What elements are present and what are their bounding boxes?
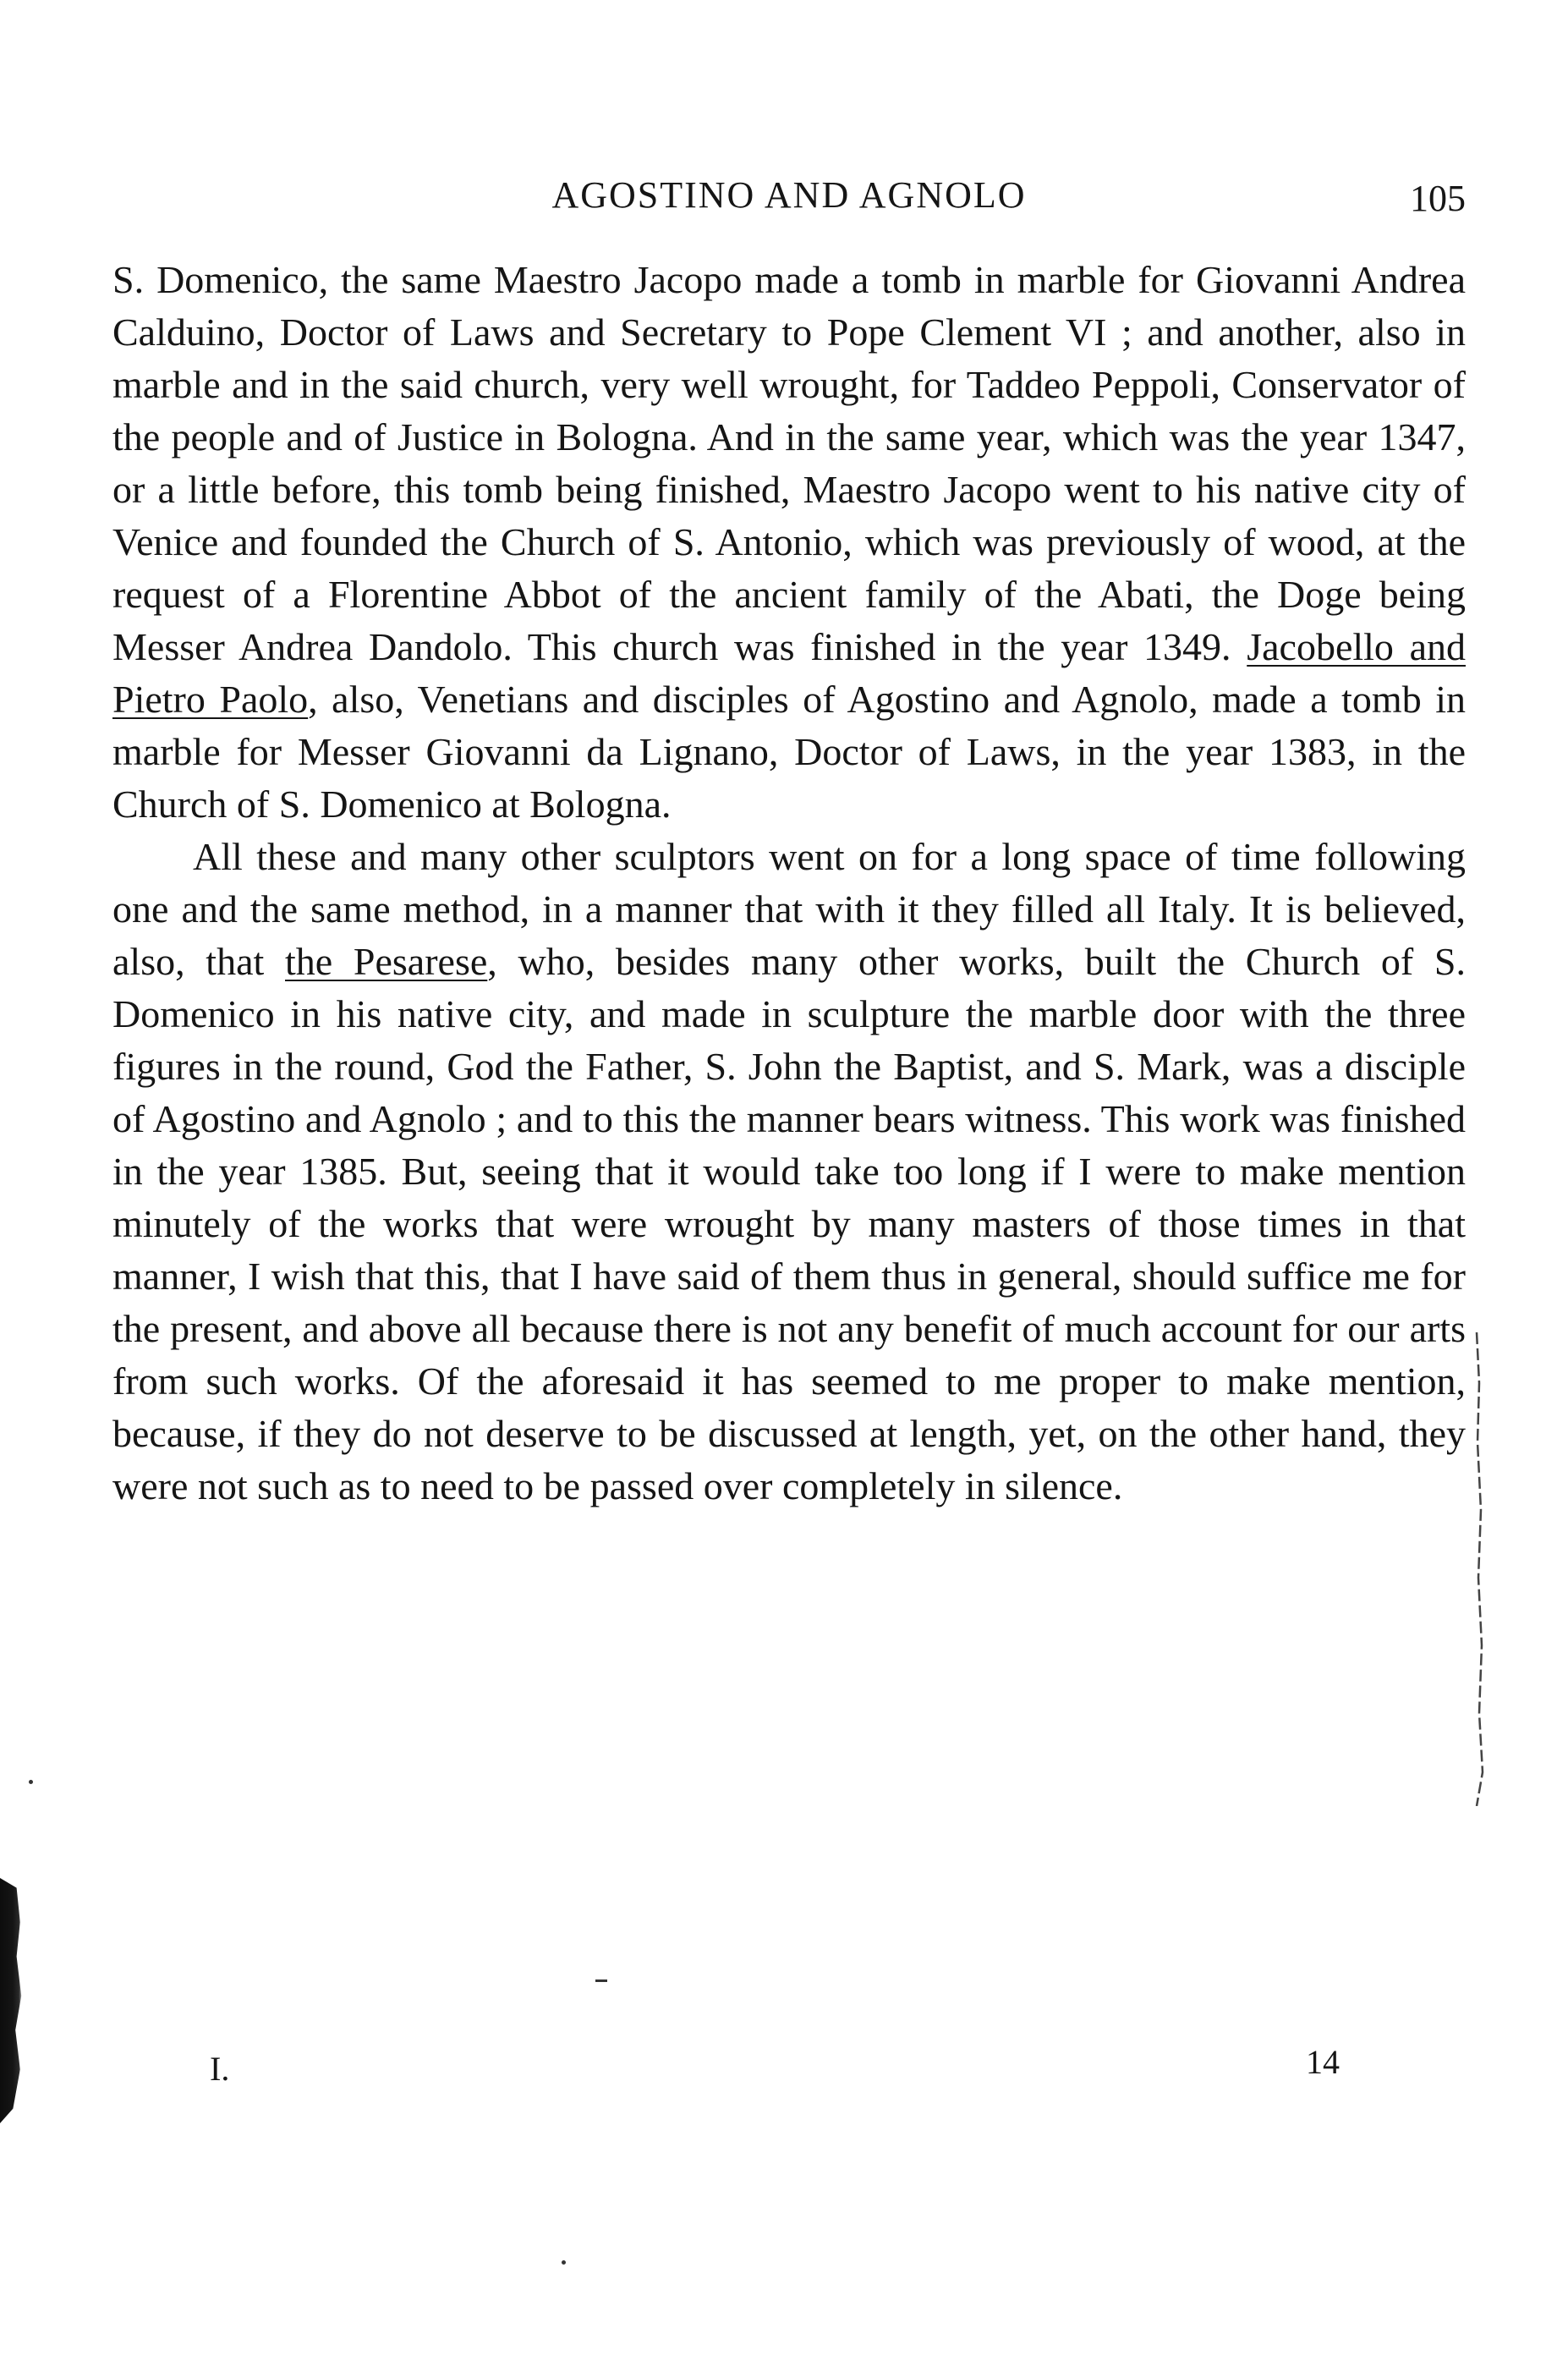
underlined-name-pesarese: the Pesarese — [285, 940, 488, 983]
text-segment: , who, besides many other works, built the Church of S. Domenico in his native city, and made in sculpture the marble door with the three figures in the round, God the Father, S. John the Baptist, and S. Mark, was a disciple of Agostino and Agnolo ; and to this the manner bears witness. This work was finished in the year 1385. But, seeing that it would take too long if I were to make mention minutely of the works that were wrought by many masters of those times in that manner, I wish that this, that I have said of them thus in general, should suffice me for the present, and above all because there is not any benefit of much account for our arts from such works. Of the aforesaid it has seemed to me proper to make mention, because, if they do not deserve to be discussed at length, yet, on the other hand, they were not such as to need to be passed over completely in silence. — [112, 940, 1466, 1507]
paragraph-1 — [112, 254, 1466, 831]
bottom-speck — [562, 2260, 566, 2265]
stray-mark — [595, 1979, 607, 1982]
running-title: AGOSTINO AND AGNOLO — [551, 174, 1027, 216]
margin-pencil-mark — [1473, 1332, 1485, 1806]
text-segment: S. Domenico, the same Maestro Jacopo made a tomb in marble for Giovanni Andrea Calduino, Doctor of Laws and Secretary to Pope Clement VI ; and another, also in marble and in the said church, very well wrought, for Taddeo Peppoli, Conservator of the people and of Justice in Bologna. And in the same year, which was the year 1347, or a little before, this tomb being finished, Maestro Jacopo went to his native city of Venice and founded the Church of S. Antonio, which was previously of wood, at the request of a Florentine Abbot of the ancient family of the Abati, the Doge being Messer Andrea Dandolo. This church was finished in the year 1349. — [112, 258, 1466, 668]
underlined-name-jacobello-pietro-paolo: Jacobello and Pietro Paolo — [112, 625, 1466, 721]
binding-edge-shadow — [0, 1878, 24, 2123]
page-number: 105 — [1410, 178, 1466, 219]
paragraph-2 — [112, 831, 1466, 1513]
margin-speck — [29, 1780, 33, 1784]
running-head — [112, 173, 1466, 224]
text-segment: All these and many other sculptors went on for a long space of time following one and the same method, in a manner that with it they filled all Italy. It is believed, also, that — [112, 835, 1466, 983]
text-segment: , also, Venetians and disciples of Agostino and Agnolo, made a tomb in marble for Messer Giovanni da Lignano, Doctor of Laws, in the year 1383, in the Church of S. Domenico at Bologna. — [112, 678, 1466, 826]
sheet-number: 14 — [1306, 2043, 1340, 2081]
body-text — [112, 254, 1466, 1513]
signature-mark: I. — [210, 2050, 230, 2088]
